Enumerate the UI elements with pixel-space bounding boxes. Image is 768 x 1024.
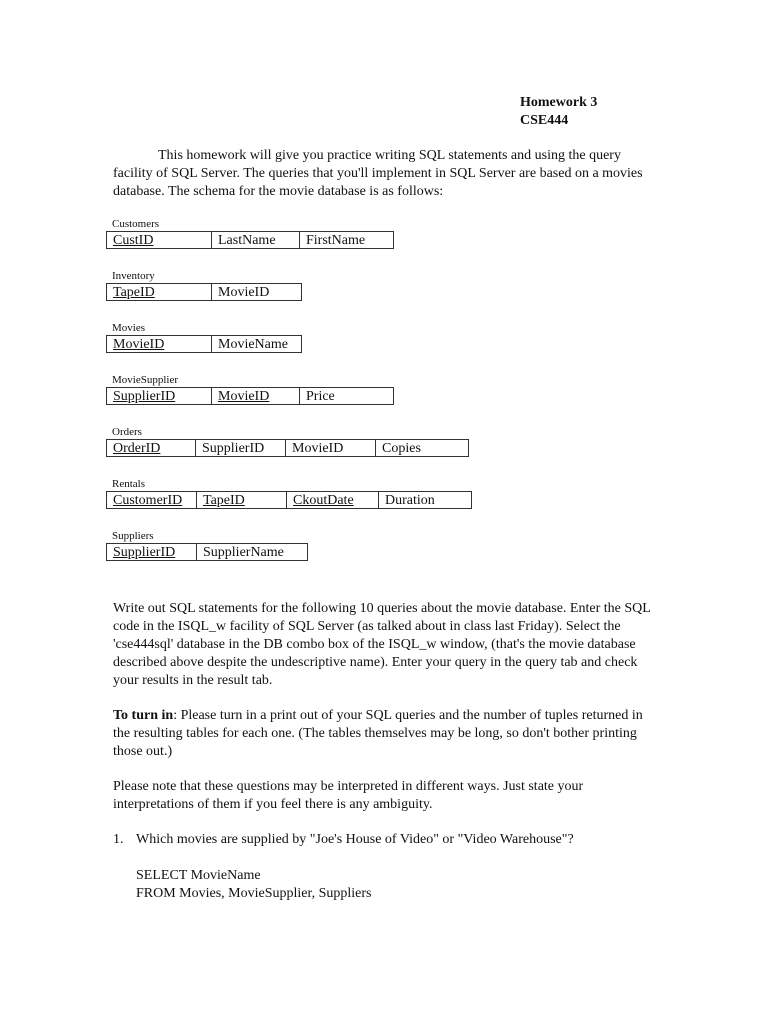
document-header (520, 94, 597, 130)
question-1 (113, 831, 673, 849)
key-column: CustomerID (107, 492, 197, 508)
key-column: CkoutDate (287, 492, 379, 508)
table-columns-row (106, 335, 302, 353)
table-columns-row (106, 491, 472, 509)
turn-in-paragraph (113, 707, 658, 761)
course-code: CSE444 (520, 113, 569, 128)
column: Price (306, 389, 335, 404)
table-name: Customers (112, 218, 160, 230)
schema-table-customers (106, 217, 394, 249)
question-text: Which movies are supplied by "Joe's House of Video" or "Video Warehouse"? (136, 832, 574, 847)
sql-line: FROM Movies, MovieSupplier, Suppliers (136, 886, 372, 901)
table-name: Rentals (112, 478, 145, 490)
table-columns-row (106, 283, 302, 301)
column: LastName (212, 232, 300, 248)
table-columns-row (106, 439, 469, 457)
table-name: MovieSupplier (112, 374, 178, 386)
column: MovieName (218, 337, 288, 352)
intro-paragraph (113, 147, 653, 201)
instructions-paragraph: Write out SQL statements for the following 10 queries about the movie database. Enter the SQL code in the ISQL_w facility of SQL Server (as talked about in class last Friday). Select the 'cse444sql' database in the DB combo box of the ISQL_w window, (that's the movie database described above despite the undescriptive name). Enter your query in the query tab and check your results in the result tab. (113, 601, 651, 688)
table-name: Movies (112, 322, 145, 334)
schema-table-orders (106, 425, 469, 457)
column: SupplierName (203, 545, 284, 560)
table-columns-row (106, 387, 394, 405)
table-name: Inventory (112, 270, 155, 282)
schema-table-suppliers (106, 529, 308, 561)
turn-in-label: To turn in (113, 708, 174, 723)
key-column: MovieID (212, 388, 300, 404)
schema-table-rentals (106, 477, 472, 509)
table-columns-row (106, 231, 394, 249)
turn-in-text: : Please turn in a print out of your SQL queries and the number of tuples returned in the resulting tables for each one. (The tables themselves may be long, so don't bother printing those out.) (113, 708, 643, 759)
column: Copies (382, 441, 421, 456)
note-paragraph: Please note that these questions may be interpreted in different ways. Just state your interpretations of them if you feel there is any ambiguity. (113, 779, 584, 812)
schema-table-movies (106, 321, 302, 353)
column: MovieID (218, 285, 270, 300)
column: Duration (385, 493, 435, 508)
key-column: SupplierID (107, 544, 197, 560)
question-number: 1. (113, 832, 124, 847)
column: FirstName (306, 233, 366, 248)
key-column: TapeID (107, 284, 212, 300)
sql-line: SELECT MovieName (136, 868, 261, 883)
homework-title: Homework 3 (520, 95, 598, 110)
schema-table-moviesupplier (106, 373, 394, 405)
question-1-sql (136, 867, 372, 903)
column: MovieID (286, 440, 376, 456)
schema-table-inventory (106, 269, 302, 301)
table-columns-row (106, 543, 308, 561)
table-name: Suppliers (112, 530, 154, 542)
key-column: CustID (107, 232, 212, 248)
intro-text: This homework will give you practice writing SQL statements and using the query facility of SQL Server. The queries that you'll implement in SQL Server are based on a movies database. The schema for the movie database is as follows: (113, 148, 643, 199)
key-column: OrderID (107, 440, 196, 456)
table-name: Orders (112, 426, 142, 438)
column: SupplierID (196, 440, 286, 456)
key-column: SupplierID (107, 388, 212, 404)
key-column: TapeID (197, 492, 287, 508)
key-column: MovieID (107, 336, 212, 352)
